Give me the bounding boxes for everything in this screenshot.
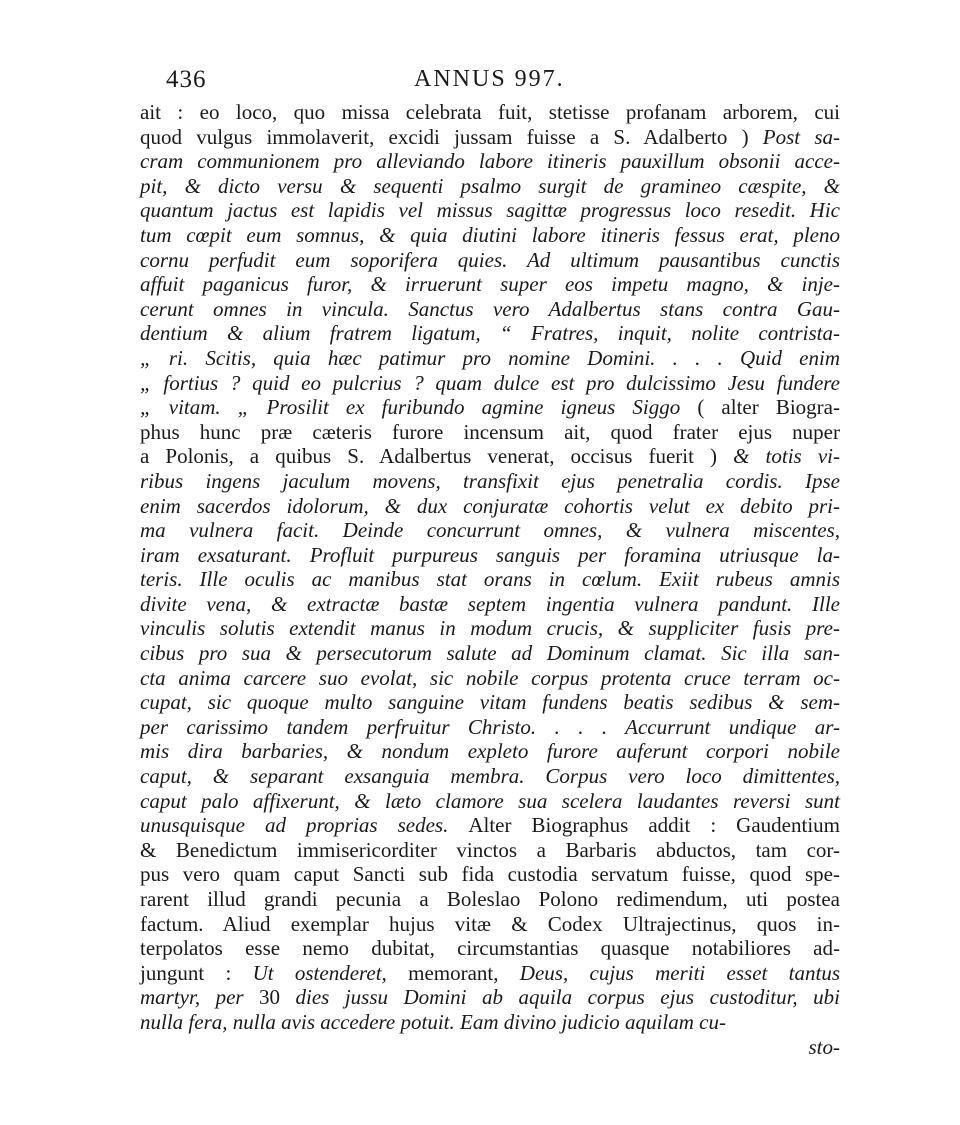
italic-segment: cerunt omnes in vincula. Sanctus vero Adalbertus stans contra Gau- [140, 296, 840, 321]
italic-segment: martyr, per [140, 985, 260, 1010]
text-line [140, 198, 840, 223]
italic-segment: dies jussu Domini ab aquila corpus ejus custoditur, ubi [295, 985, 840, 1010]
text-line [140, 125, 840, 150]
roman-segment: memorant, [408, 960, 520, 985]
roman-segment: pus vero quam caput Sancti sub fida custodia servatum fuisse, quod spe- [140, 862, 840, 887]
italic-segment: „ fortius ? quid eo pulcrius ? quam dulce est pro dulcissimo Jesu fundere [140, 370, 840, 395]
italic-segment: cupat, sic quoque multo sanguine vitam fundens beatis sedibus & sem- [140, 690, 840, 715]
text-line [140, 371, 840, 396]
roman-segment: phus hunc præ cæteris furore incensum ait, quod frater ejus nuper [140, 419, 840, 444]
text-line [140, 961, 840, 986]
italic-segment: ma vulnera facit. Deinde concurrunt omnes, & vulnera miscentes, [140, 518, 840, 543]
italic-segment: dentium & alium fratrem ligatum, “ Fratres, inquit, nolite contrista- [140, 321, 840, 346]
roman-segment: Alter Biographus addit : Gaudentium [468, 813, 840, 838]
roman-segment: ait : eo loco, quo missa celebrata fuit, stetisse profanam arborem, cui [140, 100, 840, 124]
italic-segment: „ ri. Scitis, quia hæc patimur pro nomine Domini. . . . Quid enim [140, 345, 840, 370]
text-line [140, 395, 840, 420]
text-line [140, 912, 840, 937]
text-line [140, 789, 840, 814]
italic-segment: cta anima carcere suo evolat, sic nobile corpus protenta cruce terram oc- [140, 665, 840, 690]
text-line [140, 469, 840, 494]
italic-segment: unusquisque ad proprias sedes. [140, 813, 469, 838]
text-line [140, 321, 840, 346]
text-line [140, 518, 840, 543]
text-line [140, 838, 840, 863]
body-text [140, 100, 840, 1059]
text-line [140, 813, 840, 838]
roman-segment: a Polonis, a quibus S. Adalbertus venerat, occisus fuerit ) [140, 444, 734, 469]
text-line [140, 715, 840, 740]
page-header [140, 66, 830, 96]
italic-segment: cibus pro sua & persecutorum salute ad Dominum clamat. Sic illa san- [140, 641, 840, 666]
text-line [140, 100, 840, 125]
italic-segment: Ut ostenderet, [252, 960, 409, 985]
catchword: sto- [808, 1034, 840, 1059]
italic-segment: per carissimo tandem perfruitur Christo. . . . Accurrunt undique ar- [140, 714, 840, 739]
text-line [140, 592, 840, 617]
italic-segment: affuit paganicus furor, & irruerunt super eos impetu magno, & inje- [140, 272, 840, 297]
text-line [140, 248, 840, 273]
italic-segment: „ vitam. „ Prosilit ex furibundo agmine igneus Siggo [140, 395, 698, 420]
italic-segment: ribus ingens jaculum movens, transfixit ejus penetralia cordis. Ipse [140, 468, 840, 493]
italic-segment: pit, & dicto versu & sequenti psalmo surgit de gramineo cæspite, & [140, 173, 840, 198]
text-line [140, 223, 840, 248]
roman-segment: quod vulgus immolaverit, excidi jussam fuisse a S. Adalberto ) [140, 124, 763, 149]
roman-segment: jungunt : [140, 960, 253, 985]
text-line [140, 444, 840, 469]
italic-segment: tum cœpit eum somnus, & quia diutini labore itineris fessus erat, pleno [140, 222, 840, 247]
text-line [140, 739, 840, 764]
italic-segment: & totis vi- [733, 444, 840, 469]
page-number: 436 [166, 66, 207, 93]
text-line [140, 985, 840, 1010]
roman-segment: factum. Aliud exemplar hujus vitæ & Codex Ultrajectinus, quos in- [140, 911, 840, 936]
italic-segment: iram exsaturant. Profluit purpureus sanguis per foramina utriusque la- [140, 542, 840, 567]
running-head: ANNUS 997. [414, 66, 565, 92]
italic-segment: quantum jactus est lapidis vel missus sagittæ progressus loco resedit. Hic [140, 198, 840, 223]
text-line [140, 764, 840, 789]
roman-segment: 30 [259, 985, 296, 1010]
roman-segment: terpolatos esse nemo dubitat, circumstantias quasque notabiliores ad- [140, 936, 840, 961]
text-line [140, 1010, 840, 1035]
italic-segment: mis dira barbaries, & nondum expleto furore auferunt corpori nobile [140, 739, 840, 764]
italic-segment: vinculis solutis extendit manus in modum crucis, & suppliciter fusis pre- [140, 616, 840, 641]
italic-segment: divite vena, & extractæ bastæ septem ingentia vulnera pandunt. Ille [140, 591, 840, 616]
text-line [140, 887, 840, 912]
text-line [140, 690, 840, 715]
text-line [140, 297, 840, 322]
text-line [140, 862, 840, 887]
italic-segment: Post sa- [762, 124, 840, 149]
text-line [140, 936, 840, 961]
italic-segment: teris. Ille oculis ac manibus stat orans in cœlum. Exiit rubeus amnis [140, 567, 840, 592]
text-line [140, 616, 840, 641]
italic-segment: caput, & separant exsanguia membra. Corpus vero loco dimittentes, [140, 764, 840, 789]
text-line [140, 543, 840, 568]
text-line [140, 666, 840, 691]
italic-segment: enim sacerdos idolorum, & dux conjuratæ cohortis velut ex debito pri- [140, 493, 840, 518]
text-line [140, 641, 840, 666]
italic-segment: cornu perfudit eum soporifera quies. Ad ultimum pausantibus cunctis [140, 247, 840, 272]
roman-segment: & Benedictum immisericorditer vinctos a Barbaris abductos, tam cor- [140, 837, 840, 862]
text-line [140, 346, 840, 371]
italic-segment: Deus, cujus meriti esset tantus [519, 960, 841, 985]
italic-segment: cram communionem pro alleviando labore itineris pauxillum obsonii acce- [140, 149, 840, 174]
text-line [140, 567, 840, 592]
roman-segment: ( alter Biogra- [697, 395, 840, 420]
italic-segment: caput palo affixerunt, & læto clamore sua scelera laudantes reversi sunt [140, 788, 840, 813]
italic-segment: nulla fera, nulla avis accedere potuit. Eam divino judicio aquilam cu- [140, 1009, 726, 1034]
text-line [140, 174, 840, 199]
text-line [140, 272, 840, 297]
roman-segment: rarent illud grandi pecunia a Boleslao Polono redimendum, uti postea [140, 887, 840, 911]
text-line [140, 494, 840, 519]
text-line [140, 149, 840, 174]
text-line [140, 420, 840, 445]
